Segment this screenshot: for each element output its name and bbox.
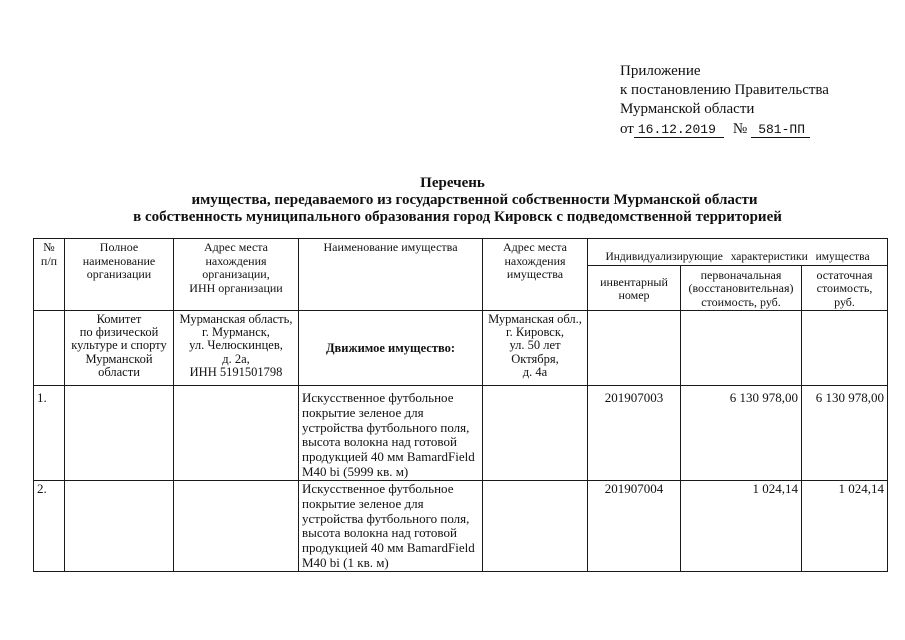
row-org-address-cell [174, 386, 299, 481]
org-name-line: Комитет [96, 312, 142, 326]
property-name-line: устройства футбольного поля, [302, 419, 470, 435]
header-line: стоимость, [816, 281, 873, 296]
header-line: Адрес места [503, 240, 567, 254]
header-line: Адрес места [204, 240, 268, 254]
header-line: нахождения [504, 253, 566, 268]
header-org-address [174, 239, 299, 311]
header-num [34, 239, 65, 311]
header-property-name [299, 239, 483, 311]
header-line: (восстановительная) [688, 281, 794, 296]
header-line: № [43, 240, 55, 254]
section-label-text: Движимое имущество: [325, 341, 456, 356]
row-property-name [299, 386, 483, 481]
header-line: Полное [99, 240, 139, 254]
org-inventory-cell [588, 311, 681, 386]
row-org-name-cell [65, 386, 174, 481]
organization-row [34, 311, 888, 386]
header-line: имущества [506, 267, 564, 281]
property-name-line: продукцией 40 мм BamardField [302, 540, 475, 556]
org-name [65, 311, 174, 386]
property-name-line: высота волокна над готовой [302, 525, 457, 541]
row-initial-cost: 6 130 978,00 [681, 386, 802, 481]
property-address-line: д. 4а [522, 364, 548, 379]
org-address [174, 311, 299, 386]
resolution-date: 16.12.2019 [634, 122, 724, 138]
row-residual-cost: 6 130 978,00 [802, 386, 888, 481]
header-inventory [588, 266, 681, 311]
header-characteristics [588, 239, 888, 266]
row-inventory: 201907004 [588, 481, 681, 572]
header-line: первоначальная [700, 267, 782, 282]
row-initial-cost: 1 024,14 [681, 481, 802, 572]
header-line: Индивидуализирующие характеристики имущества [605, 250, 870, 263]
header-line: руб. [834, 294, 855, 309]
heading-title: Перечень [420, 175, 485, 191]
header-property-address [483, 239, 588, 311]
property-name-line: продукцией 40 мм BamardField [302, 449, 475, 465]
header-residual-cost [802, 266, 888, 311]
table-row [34, 386, 888, 481]
number-sign: № [732, 121, 748, 137]
header-line: номер [618, 288, 650, 302]
property-name-line: Искусственное футбольное [302, 481, 454, 496]
org-num-cell [34, 311, 65, 386]
heading-line-2: имущества, передаваемого из государственной собственности Мурманской области [191, 192, 758, 208]
row-num: 1. [34, 386, 65, 481]
table-row [34, 481, 888, 572]
property-address-line: Октября, [511, 351, 559, 366]
org-initial-cost-cell [681, 311, 802, 386]
header-org-name [65, 239, 174, 311]
row-org-name-cell [65, 481, 174, 572]
org-address-line: Мурманская область, [179, 312, 293, 326]
property-address [483, 311, 588, 386]
appendix-block [620, 62, 829, 139]
appendix-date-line [620, 120, 829, 139]
property-name-line: покрытие зеленое для [302, 404, 424, 420]
appendix-title: Приложение [620, 63, 701, 79]
org-address-line: д. 2а, [222, 351, 250, 366]
row-property-address-cell [483, 386, 588, 481]
property-name-line: покрытие зеленое для [302, 495, 424, 511]
org-name-line: области [98, 364, 140, 379]
header-line: инвентарный [600, 274, 668, 289]
document-heading [0, 175, 905, 226]
property-address-line: ул. 50 лет [509, 338, 561, 353]
property-name-line: высота волокна над готовой [302, 434, 457, 450]
header-line: организации [86, 267, 152, 281]
row-org-address-cell [174, 481, 299, 572]
header-line: нахождения [205, 253, 267, 268]
section-label [299, 311, 483, 386]
resolution-number: 581-ПП [751, 122, 810, 138]
property-address-line: Мурманская обл., [488, 312, 582, 326]
property-address-line: г. Кировск, [505, 325, 565, 340]
appendix-region: Мурманской области [620, 101, 755, 117]
org-name-line: Мурманской [85, 351, 153, 366]
header-line: наименование [82, 253, 156, 268]
header-line: Наименование имущества [323, 240, 458, 254]
org-address-line: г. Мурманск, [202, 325, 270, 340]
date-prefix: от [620, 121, 634, 137]
header-line: стоимость, руб. [701, 294, 781, 309]
header-initial-cost [681, 266, 802, 311]
org-name-line: культуре и спорту [71, 338, 167, 353]
header-line: организации, [202, 267, 270, 281]
row-inventory: 201907003 [588, 386, 681, 481]
row-property-name [299, 481, 483, 572]
property-name-line: устройства футбольного поля, [302, 510, 470, 526]
property-name-line: M40 bi (5999 кв. м) [302, 463, 409, 479]
row-residual-cost: 1 024,14 [802, 481, 888, 572]
heading-line-3: в собственность муниципального образования город Кировск с подведомственной территорией [133, 209, 782, 225]
row-property-address-cell [483, 481, 588, 572]
org-address-line: ИНН 5191501798 [189, 364, 283, 379]
header-line: п/п [40, 253, 58, 268]
property-name-line: Искусственное футбольное [302, 390, 454, 405]
org-address-line: ул. Челюскинцев, [189, 338, 283, 353]
org-residual-cost-cell [802, 311, 888, 386]
table-header-row [34, 239, 888, 266]
row-num: 2. [34, 481, 65, 572]
header-line: остаточная [816, 267, 873, 282]
property-name-line: M40 bi (1 кв. м) [302, 554, 389, 570]
org-name-line: по физической [79, 325, 159, 340]
header-line: ИНН организации [189, 280, 283, 295]
property-table [33, 238, 888, 572]
appendix-resolution: к постановлению Правительства [620, 82, 829, 98]
